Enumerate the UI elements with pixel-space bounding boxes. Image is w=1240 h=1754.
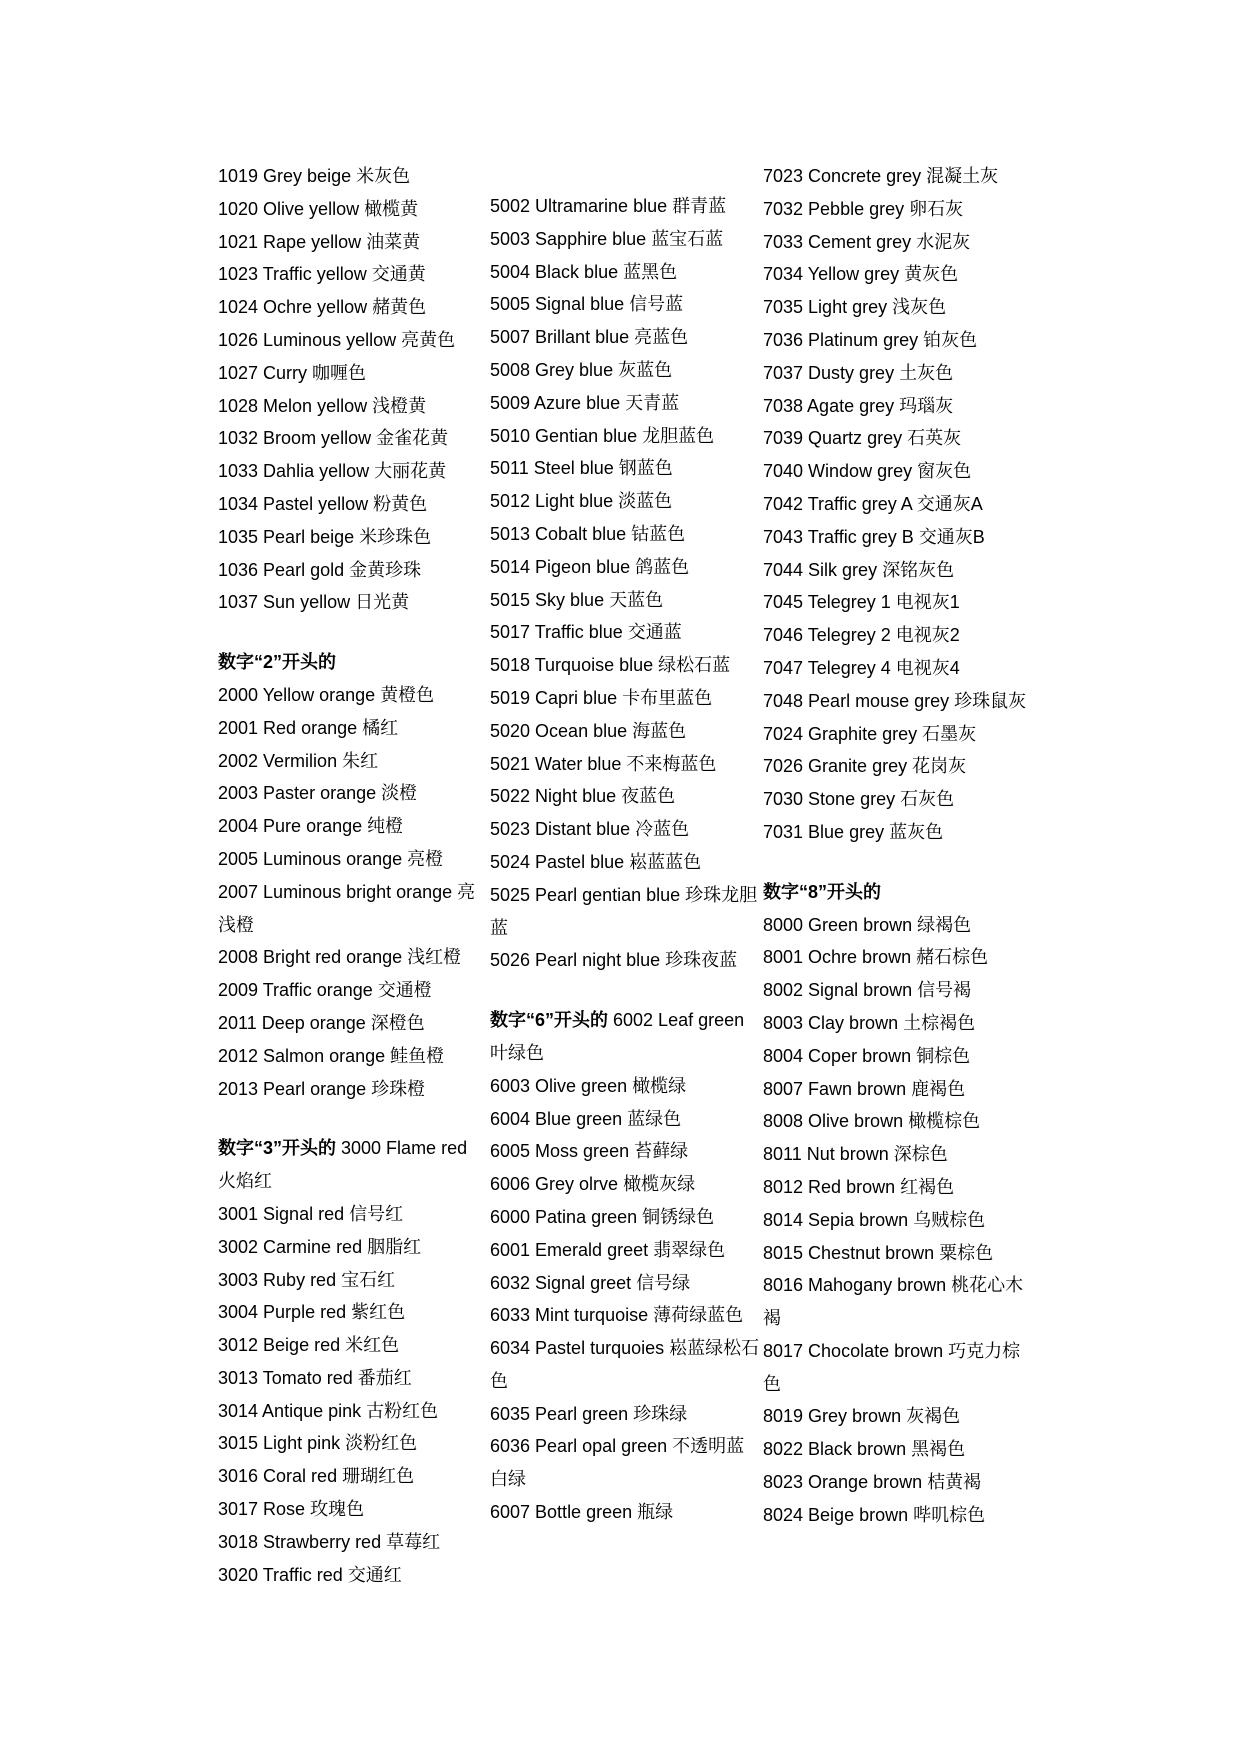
color-entry: 8003 Clay brown 土棕褐色: [763, 1012, 976, 1033]
color-entry: 5009 Azure blue 天青蓝: [490, 392, 680, 413]
color-entry: 7039 Quartz grey 石英灰: [763, 428, 962, 449]
color-entry: 7046 Telegrey 2 电视灰2: [763, 625, 960, 646]
section-heading: 数字“6”开头的: [490, 1010, 609, 1031]
color-entry: 2005 Luminous orange 亮橙: [218, 848, 444, 869]
color-entry: 3016 Coral red 珊瑚红色: [218, 1466, 415, 1487]
color-entry: 5008 Grey blue 灰蓝色: [490, 359, 673, 380]
color-entry: 7030 Stone grey 石灰色: [763, 789, 955, 810]
section-heading: 数字“2”开头的: [218, 652, 337, 673]
color-entry: 1027 Curry 咖喱色: [218, 362, 367, 383]
color-entry: 2001 Red orange 橘红: [218, 717, 399, 738]
color-entry: 3002 Carmine red 胭脂红: [218, 1236, 422, 1257]
color-entry: 5025 Pearl gentian blue 珍珠龙胆蓝: [490, 884, 758, 938]
color-entry: 3000 Flame red 火焰红: [218, 1138, 468, 1192]
color-entry: 7047 Telegrey 4 电视灰4: [763, 657, 960, 678]
color-entry: 8000 Green brown 绿褐色: [763, 914, 972, 935]
color-entry: 1026 Luminous yellow 亮黄色: [218, 329, 456, 350]
color-entry: 7038 Agate grey 玛瑙灰: [763, 395, 954, 416]
color-entry: 5007 Brillant blue 亮蓝色: [490, 327, 689, 348]
color-entry: 8016 Mahogany brown 桃花心木褐: [763, 1275, 1024, 1329]
color-entry: 8007 Fawn brown 鹿褐色: [763, 1078, 966, 1099]
color-entry: 7033 Cement grey 水泥灰: [763, 231, 971, 252]
color-entry: 6032 Signal greet 信号绿: [490, 1272, 691, 1293]
color-entry: 5023 Distant blue 冷蓝色: [490, 819, 690, 840]
section-spacer: [490, 977, 760, 1004]
color-entry: 7040 Window grey 窗灰色: [763, 461, 972, 482]
color-entry: 7042 Traffic grey A 交通灰A: [763, 493, 983, 514]
color-entry: 5010 Gentian blue 龙胆蓝色: [490, 425, 715, 446]
color-entry: 5024 Pastel blue 崧蓝蓝色: [490, 851, 702, 872]
color-entry: 3015 Light pink 淡粉红色: [218, 1433, 418, 1454]
color-entry: 2003 Paster orange 淡橙: [218, 783, 418, 804]
section-spacer: [218, 1105, 488, 1132]
section-heading: 数字“8”开头的: [763, 881, 882, 902]
color-entry: 8002 Signal brown 信号褐: [763, 980, 972, 1001]
color-entry: 2004 Pure orange 纯橙: [218, 816, 404, 837]
color-entry: 2000 Yellow orange 黄橙色: [218, 684, 435, 705]
color-entry: 5004 Black blue 蓝黑色: [490, 261, 678, 282]
color-entry: 5014 Pigeon blue 鸽蓝色: [490, 556, 690, 577]
color-entry: 6036 Pearl opal green 不透明蓝白绿: [490, 1436, 745, 1490]
color-entry: 6007 Bottle green 瓶绿: [490, 1502, 674, 1523]
color-entry: 5020 Ocean blue 海蓝色: [490, 720, 687, 741]
color-entry: 5013 Cobalt blue 钴蓝色: [490, 523, 686, 544]
color-entry: 2013 Pearl orange 珍珠橙: [218, 1078, 426, 1099]
color-entry: 5018 Turquoise blue 绿松石蓝: [490, 655, 731, 676]
color-entry: 1021 Rape yellow 油菜黄: [218, 231, 421, 252]
color-entry: 2007 Luminous bright orange 亮浅橙: [218, 881, 476, 935]
color-entry: 2008 Bright red orange 浅红橙: [218, 947, 462, 968]
color-entry: 3018 Strawberry red 草莓红: [218, 1531, 441, 1552]
color-entry: 5019 Capri blue 卡布里蓝色: [490, 687, 713, 708]
color-entry: 2009 Traffic orange 交通橙: [218, 980, 432, 1001]
color-entry: 5022 Night blue 夜蓝色: [490, 786, 676, 807]
color-entry: 8008 Olive brown 橄榄棕色: [763, 1111, 981, 1132]
color-entry: 2002 Vermilion 朱红: [218, 750, 379, 771]
color-entry: 6000 Patina green 铜锈绿色: [490, 1206, 715, 1227]
color-entry: 5005 Signal blue 信号蓝: [490, 294, 684, 315]
color-entry: 7032 Pebble grey 卵石灰: [763, 198, 964, 219]
color-entry: 3020 Traffic red 交通红: [218, 1564, 402, 1585]
color-entry: 1028 Melon yellow 浅橙黄: [218, 395, 427, 416]
color-entry: 7035 Light grey 浅灰色: [763, 297, 947, 318]
color-entry: 1034 Pastel yellow 粉黄色: [218, 493, 428, 514]
column-3: [763, 160, 1033, 1532]
color-entry: 1024 Ochre yellow 赭黄色: [218, 297, 427, 318]
color-entry: 1037 Sun yellow 日光黄: [218, 592, 410, 613]
color-entry: 8012 Red brown 红褐色: [763, 1176, 955, 1197]
color-entry: 8014 Sepia brown 乌贼棕色: [763, 1209, 986, 1230]
color-entry: 2011 Deep orange 深橙色: [218, 1012, 425, 1033]
color-entry: 5026 Pearl night blue 珍珠夜蓝: [490, 950, 738, 971]
color-entry: 6034 Pastel turquoies 崧蓝绿松石色: [490, 1338, 760, 1391]
column-1: [218, 160, 488, 1591]
color-entry: 8001 Ochre brown 赭石棕色: [763, 947, 989, 968]
color-entry: 8015 Chestnut brown 粟棕色: [763, 1242, 994, 1263]
color-entry: 7036 Platinum grey 铂灰色: [763, 329, 978, 350]
color-entry: 3001 Signal red 信号红: [218, 1203, 404, 1224]
color-entry: 5015 Sky blue 天蓝色: [490, 589, 664, 610]
color-entry: 7037 Dusty grey 土灰色: [763, 362, 954, 383]
color-entry: 7045 Telegrey 1 电视灰1: [763, 592, 960, 613]
color-entry: 7023 Concrete grey 混凝土灰: [763, 166, 999, 186]
color-entry: 1033 Dahlia yellow 大丽花黄: [218, 461, 447, 482]
section-heading-with-entry: [490, 1004, 760, 1070]
color-entry: 8019 Grey brown 灰褐色: [763, 1406, 961, 1427]
color-entry: 8017 Chocolate brown 巧克力棕色: [763, 1340, 1021, 1394]
color-entry: 1032 Broom yellow 金雀花黄: [218, 428, 449, 449]
color-entry: 8022 Black brown 黑褐色: [763, 1439, 966, 1460]
color-entry: 3012 Beige red 米红色: [218, 1335, 400, 1356]
color-entry: 5012 Light blue 淡蓝色: [490, 491, 673, 512]
color-entry: 5003 Sapphire blue 蓝宝石蓝: [490, 228, 724, 249]
color-entry: 2012 Salmon orange 鲑鱼橙: [218, 1045, 445, 1066]
color-entry: 6001 Emerald greet 翡翠绿色: [490, 1239, 726, 1260]
color-entry: 3003 Ruby red 宝石红: [218, 1269, 396, 1290]
color-entry: 1035 Pearl beige 米珍珠色: [218, 526, 432, 547]
color-entry: 6005 Moss green 苔藓绿: [490, 1141, 689, 1162]
color-entry: 6003 Olive green 橄榄绿: [490, 1075, 687, 1096]
color-entry: 6033 Mint turquoise 薄荷绿蓝色: [490, 1305, 744, 1326]
color-entry: 7026 Granite grey 花岗灰: [763, 756, 967, 777]
color-entry: 5011 Steel blue 钢蓝色: [490, 458, 673, 479]
section-heading: 数字“3”开头的: [218, 1138, 337, 1159]
color-entry: 5002 Ultramarine blue 群青蓝: [490, 196, 727, 216]
color-entry: 5021 Water blue 不来梅蓝色: [490, 753, 717, 774]
color-entry: 1019 Grey beige 米灰色: [218, 166, 411, 186]
section-spacer: [218, 619, 488, 646]
color-entry: 1020 Olive yellow 橄榄黄: [218, 198, 419, 219]
color-entry: 3013 Tomato red 番茄红: [218, 1367, 412, 1388]
color-entry: 7044 Silk grey 深铭灰色: [763, 559, 955, 580]
color-entry: 3014 Antique pink 古粉红色: [218, 1400, 439, 1421]
color-entry: 3017 Rose 玫瑰色: [218, 1499, 365, 1520]
color-entry: 1036 Pearl gold 金黄珍珠: [218, 559, 422, 580]
color-entry: 6002 Leaf green 叶绿色: [490, 1010, 745, 1063]
color-entry: 8011 Nut brown 深棕色: [763, 1144, 948, 1165]
column-2: [490, 190, 760, 1529]
color-entry: 7031 Blue grey 蓝灰色: [763, 821, 944, 842]
color-entry: 5017 Traffic blue 交通蓝: [490, 622, 682, 643]
color-entry: 8024 Beige brown 哔叽棕色: [763, 1504, 986, 1525]
color-entry: 8023 Orange brown 桔黄褐: [763, 1472, 982, 1493]
color-entry: 8004 Coper brown 铜棕色: [763, 1045, 971, 1066]
color-entry: 3004 Purple red 紫红色: [218, 1302, 406, 1323]
color-entry: 7048 Pearl mouse grey 珍珠鼠灰: [763, 690, 1027, 711]
color-entry: 6004 Blue green 蓝绿色: [490, 1108, 682, 1129]
color-entry: 6006 Grey olrve 橄榄灰绿: [490, 1174, 696, 1195]
color-entry: 7034 Yellow grey 黄灰色: [763, 264, 959, 285]
section-heading-with-entry: [218, 1132, 488, 1198]
section-spacer: [763, 849, 1033, 876]
color-entry: 6035 Pearl green 珍珠绿: [490, 1403, 688, 1424]
color-entry: 7024 Graphite grey 石墨灰: [763, 723, 977, 744]
color-entry: 1023 Traffic yellow 交通黄: [218, 264, 426, 285]
color-entry: 7043 Traffic grey B 交通灰B: [763, 526, 985, 547]
